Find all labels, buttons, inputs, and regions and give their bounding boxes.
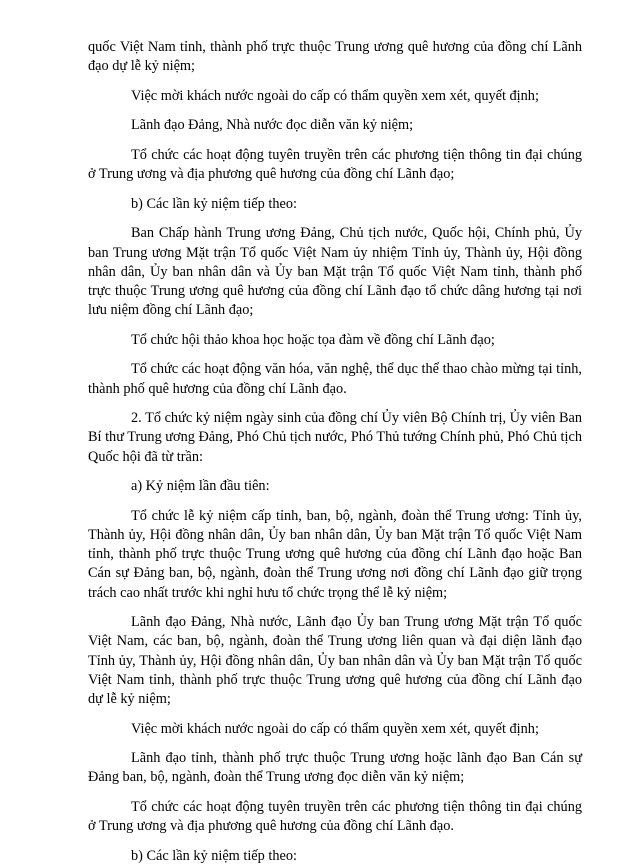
paragraph-attendees: Lãnh đạo Đảng, Nhà nước, Lãnh đạo Ủy ban Trung ương Mặt trận Tổ quốc Việt Nam, các ban, bộ, ngành, đoàn thể Trung ương liên quan và đại diện lãnh đạo Tỉnh ủy, Thành ủy, Hội đồng nhân dân, Ủy ban nhân dân và Ủy ban Mặt trận Tổ quốc Việt Nam tỉnh, thành phố trực thuộc Trung ương quê hương của đồng chí Lãnh đạo dự lễ kỷ niệm; <box>88 614 582 707</box>
paragraph-incense: Ban Chấp hành Trung ương Đảng, Chủ tịch nước, Quốc hội, Chính phủ, Ủy ban Trung ương Mặt trận Tổ quốc Việt Nam ủy nhiệm Tỉnh ủy, Thành ủy, Hội đồng nhân dân, Ủy ban nhân dân và Ủy ban Mặt trận Tổ quốc Việt Nam tỉnh, thành phố trực thuộc Trung ương quê hương của đồng chí Lãnh đạo tổ chức dâng hương tại nơi lưu niệm đồng chí Lãnh đạo; <box>88 225 582 319</box>
paragraph-section-2: 2. Tổ chức kỷ niệm ngày sinh của đồng chí Ủy viên Bộ Chính trị, Ủy viên Ban Bí thư Trung ương Đảng, Phó Chủ tịch nước, Phó Thủ tướng Chính phủ, Phó Chủ tịch Quốc hội đã từ trần: <box>88 410 582 465</box>
paragraph-continuation: quốc Việt Nam tỉnh, thành phố trực thuộc Trung ương quê hương của đồng chí Lãnh đạo dự lễ kỷ niệm; <box>88 39 582 75</box>
paragraph-media-2: Tổ chức các hoạt động tuyên truyền trên các phương tiện thông tin đại chúng ở Trung ương và địa phương quê hương của đồng chí Lãnh đạo. <box>88 798 582 835</box>
paragraph-media: Tổ chức các hoạt động tuyên truyền trên các phương tiện thông tin đại chúng ở Trung ương và địa phương quê hương của đồng chí Lãnh đạo; <box>88 146 582 183</box>
paragraph-foreign-guests-2: Việc mời khách nước ngoài do cấp có thẩm quyền xem xét, quyết định; <box>131 720 539 737</box>
paragraph-foreign-guests: Việc mời khách nước ngoài do cấp có thẩm quyền xem xét, quyết định; <box>131 87 539 104</box>
paragraph-heading-b-2: b) Các lần kỷ niệm tiếp theo: <box>131 847 297 864</box>
paragraph-speech: Lãnh đạo Đảng, Nhà nước đọc diễn văn kỷ niệm; <box>131 117 414 134</box>
paragraph-cultural: Tổ chức các hoạt động văn hóa, văn nghệ, thể dục thể thao chào mừng tại tỉnh, thành phố quê hương của đồng chí Lãnh đạo. <box>88 361 582 397</box>
paragraph-seminar: Tổ chức hội thảo khoa học hoặc tọa đàm về đồng chí Lãnh đạo; <box>131 331 495 348</box>
paragraph-ceremony: Tổ chức lễ kỷ niệm cấp tỉnh, ban, bộ, ngành, đoàn thể Trung ương: Tỉnh ủy, Thành ủy, Hội đồng nhân dân, Ủy ban nhân dân, Ủy ban Mặt trận Tổ quốc Việt Nam tỉnh, thành phố trực thuộc Trung ương quê hương của đồng chí Lãnh đạo hoặc Ban Cán sự Đảng ban, bộ, ngành, đoàn thể Trung ương nơi đồng chí Lãnh đạo giữ trọng trách cao nhất trước khi nghỉ hưu tổ chức trọng thể lễ kỷ niệm; <box>88 507 582 601</box>
paragraph-heading-b: b) Các lần kỷ niệm tiếp theo: <box>131 195 297 212</box>
paragraph-heading-a: a) Kỷ niệm lần đầu tiên: <box>131 478 270 495</box>
paragraph-speech-2: Lãnh đạo tỉnh, thành phố trực thuộc Trung ương hoặc lãnh đạo Ban Cán sự Đảng ban, bộ, ngành, đoàn thể Trung ương đọc diễn văn kỷ niệm; <box>88 750 582 786</box>
